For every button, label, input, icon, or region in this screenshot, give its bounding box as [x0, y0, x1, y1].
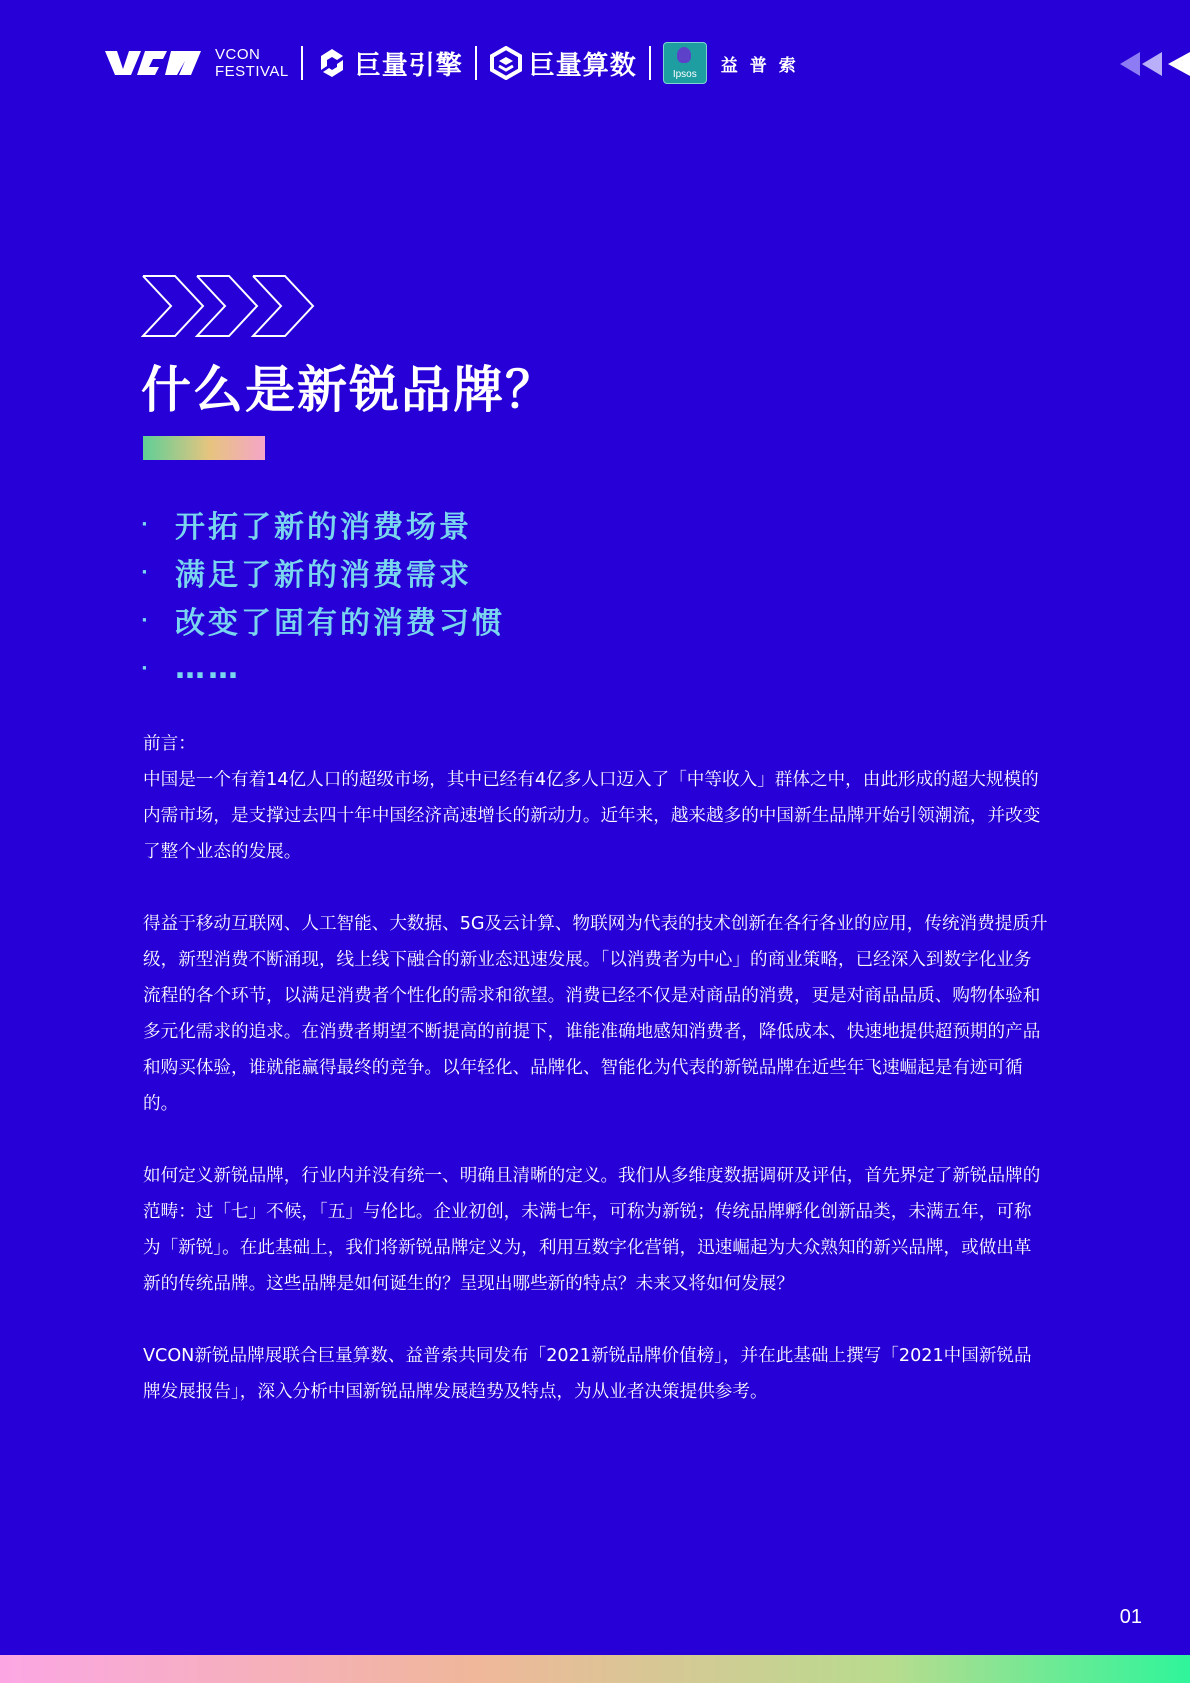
list-item: [141, 596, 505, 644]
ipsos-logo: [663, 42, 707, 84]
bullet-text: 满足了新的消费需求: [175, 558, 472, 593]
header-logo-bar: [105, 42, 808, 84]
page-number: 01: [1119, 1606, 1142, 1628]
ipsos-logo-text: Ipsos: [672, 69, 697, 80]
preface-paragraph-1: 中国是一个有着14亿人口的超级市场，其中已经有4亿多人口迈入了「中等收入」群体之中，由此形成的超大规模的内需市场，是支撑过去四十年中国经济高速增长的新动力。近年来，越来越多的中国新生品牌开始引领潮流，并改变了整个业态的发展。: [143, 770, 1041, 862]
bullet-text: 改变了固有的消费习惯: [175, 606, 505, 641]
preface-paragraph-2: 得益于移动互联网、人工智能、大数据、5G及云计算、物联网为代表的技术创新在各行各业的应用，传统消费提质升级，新型消费不断涌现，线上线下融合的新业态迅速发展。「以消费者为中心」的商业策略，已经深入到数字化业务流程的各个环节，以满足消费者个性化的需求和欲望。消费已经不仅是对商品的消费，更是对商品品质、购物体验和多元化需求的追求。在消费者期望不断提高的前提下，谁能准确地感知消费者，降低成本、快速地提供超预期的产品和购买体验，谁就能赢得最终的竞争。以年轻化、品牌化、智能化为代表的新锐品牌在近些年飞速崛起是有迹可循的。: [143, 914, 1048, 1114]
bullet-dot: ·: [141, 657, 151, 679]
preface-section: [143, 726, 1048, 1446]
header-divider: [475, 46, 477, 80]
vcon-logo-icon: [105, 47, 201, 79]
bottom-gradient-bar: [0, 1655, 1190, 1683]
list-item: [141, 644, 505, 692]
title-gradient-bar: [143, 436, 265, 460]
list-item: [141, 500, 505, 548]
preface-label: 前言：: [143, 734, 196, 754]
list-item: [141, 548, 505, 596]
juliang-yinqing-wordmark: 巨量引擎: [354, 50, 463, 81]
juliang-yinqing-icon: [315, 46, 349, 80]
preface-paragraph-3: 如何定义新锐品牌，行业内并没有统一、明确且清晰的定义。我们从多维度数据调研及评估，首先界定了新锐品牌的范畴：过「七」不候，「五」与伦比。企业初创，未满七年，可称为新锐；传统品牌孵化创新品类，未满五年，可称为「新锐」。在此基础上，我们将新锐品牌定义为，利用互数字化营销，迅速崛起为大众熟知的新兴品牌，或做出革新的传统品牌。这些品牌是如何诞生的？呈现出哪些新的特点？未来又将如何发展？: [143, 1166, 1041, 1294]
header-divider: [301, 46, 303, 80]
juliang-suanshu-wordmark: 巨量算数: [528, 50, 637, 81]
bullet-dot: ·: [141, 609, 151, 631]
header-divider: [649, 46, 651, 80]
triple-left-arrow-icon: [1118, 48, 1190, 80]
bullet-dot: ·: [141, 513, 151, 535]
chevron-arrows-icon: [141, 274, 319, 338]
juliang-suanshu-logo: [489, 45, 637, 82]
bullet-text: 开拓了新的消费场景: [175, 510, 472, 545]
preface-paragraph-4: VCON新锐品牌展联合巨量算数、益普索共同发布「2021新锐品牌价值榜」，并在此基础上撰写「2021中国新锐品牌发展报告」，深入分析中国新锐品牌发展趋势及特点，为从业者决策提供参考。: [143, 1346, 1032, 1402]
bullet-dot: ·: [141, 561, 151, 583]
vcon-wordmark-line2: FESTIVAL: [215, 63, 289, 80]
juliang-yinqing-logo: [315, 45, 463, 82]
page-title: 什么是新锐品牌？: [141, 361, 557, 419]
vcon-wordmark-line1: VCON: [215, 46, 261, 63]
vcon-festival-wordmark: [215, 46, 289, 80]
ipsos-chinese-wordmark: 益普索: [720, 55, 808, 76]
bullet-text: ……: [175, 650, 241, 686]
ipsos-emblem-icon: [677, 47, 691, 63]
juliang-suanshu-icon: [489, 46, 523, 80]
feature-bullet-list: [141, 500, 505, 692]
